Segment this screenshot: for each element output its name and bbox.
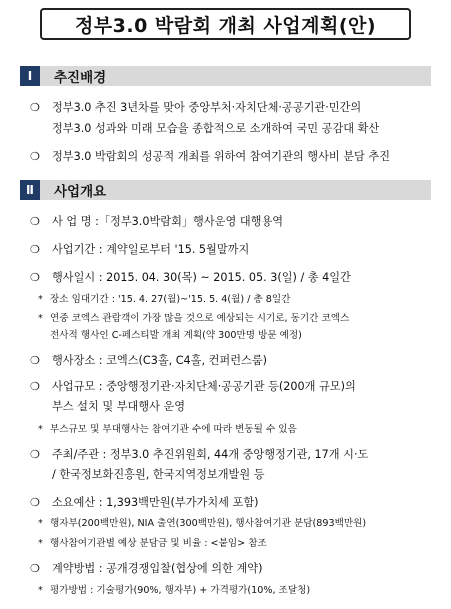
- document-title-box: [40, 8, 411, 40]
- item-text: 정부3.0 박람회의 성공적 개최를 위하여 참여기관의 행사비 분담 추진: [52, 150, 391, 163]
- section-title-overview: 사업개요: [54, 184, 107, 200]
- bullet-icon: ❍: [30, 562, 40, 575]
- bullet-icon: ❍: [30, 354, 40, 367]
- item-text: 계약방법 : 공개경쟁입찰(협상에 의한 계약): [52, 562, 263, 575]
- bullet-icon: ❍: [30, 101, 40, 114]
- document-title: 정부3.0 박람회 개최 사업계획(안): [74, 14, 377, 37]
- section-title-background: 추진배경: [54, 70, 107, 86]
- section-number: Ⅱ: [20, 180, 40, 200]
- item-text: 부스 설치 및 부대행사 운영: [52, 400, 186, 413]
- asterisk-icon: *: [38, 538, 43, 549]
- section-number: Ⅰ: [20, 66, 40, 86]
- bullet-icon: ❍: [30, 496, 40, 509]
- item-text: 소요예산 : 1,393백만원(부가가치세 포함): [52, 496, 259, 509]
- item-text: / 한국정보화진흥원, 한국지역정보개발원 등: [52, 468, 265, 481]
- item-text: 행사장소 : 코엑스(C3홀, C4홀, 컨퍼런스룸): [52, 354, 267, 367]
- asterisk-icon: *: [38, 518, 43, 529]
- bullet-icon: ❍: [30, 215, 40, 228]
- sub-note-text: 행사참여기관별 예상 분담금 및 비율 : <붙임> 참조: [50, 538, 267, 549]
- item-text: 사업기간 : 계약일로부터 '15. 5월말까지: [52, 243, 250, 256]
- bullet-icon: ❍: [30, 380, 40, 393]
- asterisk-icon: *: [38, 424, 43, 435]
- sub-note-text: 연중 코엑스 관람객이 가장 많을 것으로 예상되는 시기로, 동기간 코엑스: [50, 313, 350, 324]
- bullet-icon: ❍: [30, 243, 40, 256]
- item-text: 주최/주관 : 정부3.0 추진위원회, 44개 중앙행정기관, 17개 시·도: [52, 448, 369, 461]
- asterisk-icon: *: [38, 294, 43, 305]
- section-header-overview: [20, 180, 431, 200]
- bullet-icon: ❍: [30, 150, 40, 163]
- section-header-background: [20, 66, 431, 86]
- sub-note-text: 평가방법 : 기술평가(90%, 행자부) + 가격평가(10%, 조달청): [50, 585, 311, 596]
- bullet-icon: ❍: [30, 271, 40, 284]
- sub-note-text: 장소 임대기간 : '15. 4. 27(월)~'15. 5. 4(월) / 총 8일간: [50, 294, 291, 305]
- bullet-icon: ❍: [30, 448, 40, 461]
- sub-note-text: 행자부(200백만원), NIA 출연(300백만원), 행사참여기관 분담(893백만원): [50, 518, 367, 529]
- item-text: 행사일시 : 2015. 04. 30(목) ~ 2015. 05. 3(일) / 총 4일간: [52, 271, 351, 284]
- item-text: 정부3.0 성과와 미래 모습을 종합적으로 소개하여 국민 공감대 확산: [52, 122, 380, 135]
- sub-note-text: 전사적 행사인 C-페스티발 개최 계획(약 300만명 방문 예정): [50, 330, 302, 341]
- item-text: 사 업 명 :「정부3.0박람회」행사운영 대행용역: [52, 215, 284, 228]
- item-text: 정부3.0 추진 3년차를 맞아 중앙부처·자치단체·공공기관·민간의: [52, 101, 362, 114]
- asterisk-icon: *: [38, 313, 43, 324]
- asterisk-icon: *: [38, 585, 43, 596]
- sub-note-text: 부스규모 및 부대행사는 참여기관 수에 따라 변동될 수 있음: [50, 424, 297, 435]
- item-text: 사업규모 : 중앙행정기관·자치단체·공공기관 등(200개 규모)의: [52, 380, 356, 393]
